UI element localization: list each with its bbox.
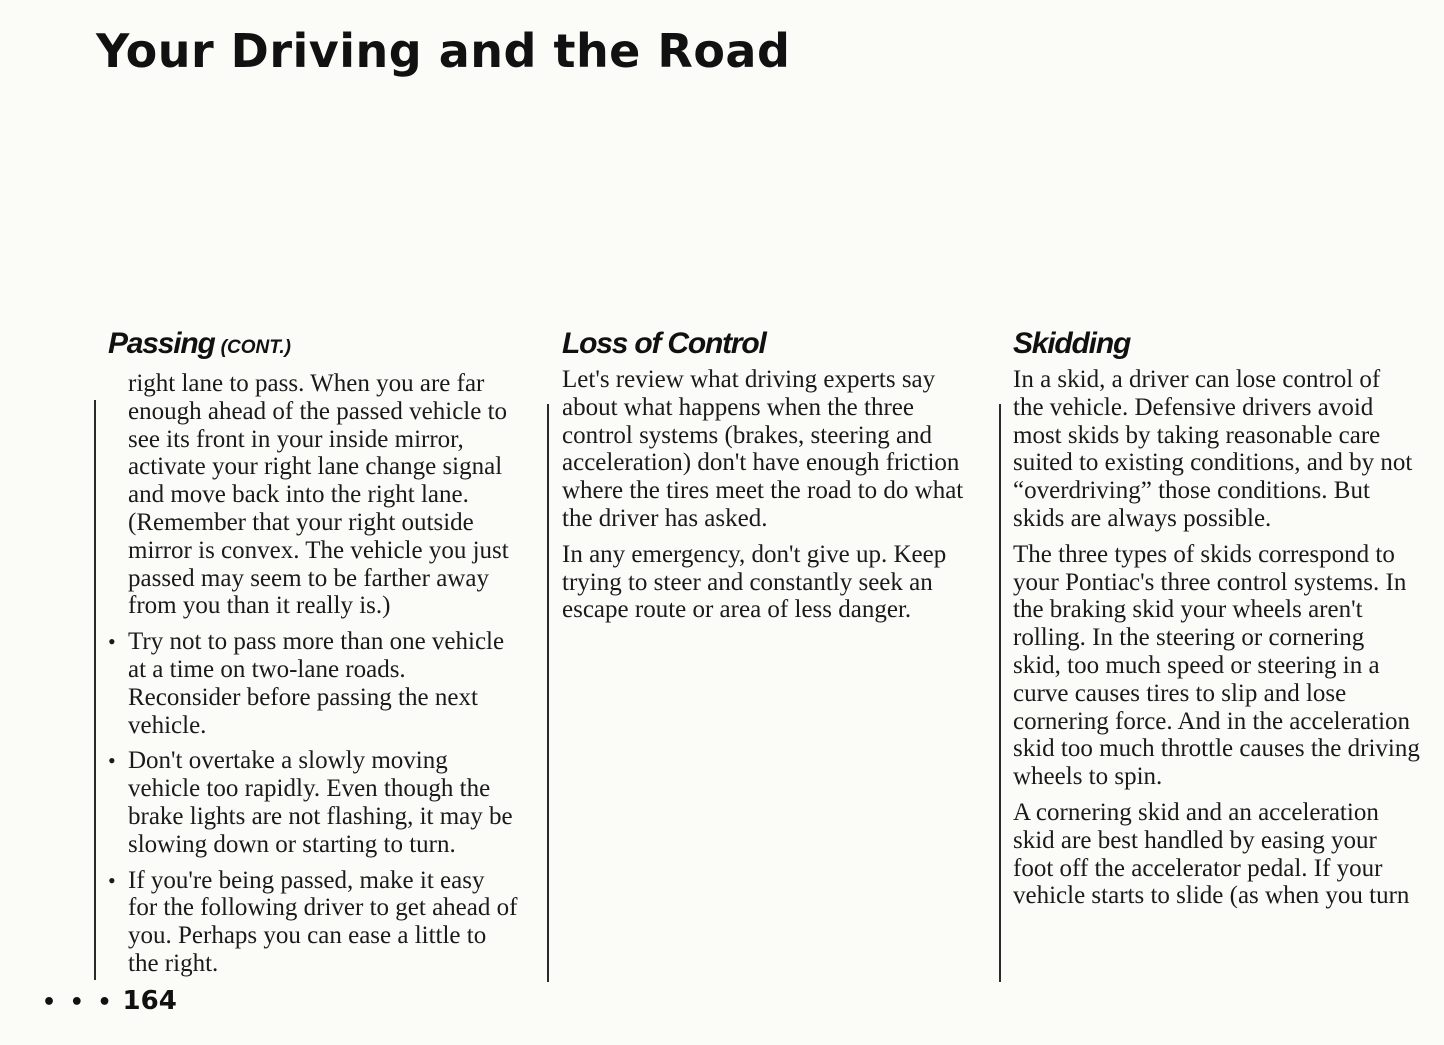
text-line: If you're being passed, make it easy: [128, 866, 485, 894]
text-line: your Pontiac's three control systems. In: [1013, 568, 1407, 596]
text-line: for the following driver to get ahead of: [128, 894, 518, 922]
text-line: trying to steer and constantly seek an: [562, 568, 933, 596]
text-line: at a time on two-lane roads.: [128, 655, 406, 683]
loss-of-control-heading: Loss of Control: [562, 327, 766, 360]
text-line: (Remember that your right outside: [128, 508, 474, 536]
text-line: vehicle.: [128, 711, 207, 739]
bullet-item: [108, 747, 540, 858]
text-line: Try not to pass more than one vehicle: [128, 628, 505, 656]
text-line: suited to existing conditions, and by not: [1013, 449, 1413, 477]
text-line: Let's review what driving experts say: [562, 366, 936, 393]
bullet-dot-icon: •: [108, 629, 116, 655]
text-line: The three types of skids correspond to: [1013, 540, 1395, 568]
skidding-heading: Skidding: [1013, 327, 1131, 360]
text-line: skid are best handled by easing your: [1013, 826, 1377, 854]
passing-heading: [108, 326, 540, 366]
text-line: and move back into the right lane.: [128, 481, 469, 509]
text-line: the braking skid your wheels aren't: [1013, 596, 1363, 624]
text-line: A cornering skid and an acceleration: [1013, 798, 1379, 826]
text-line: vehicle starts to slide (as when you turn: [1013, 882, 1410, 910]
skidding-paragraph: [1013, 366, 1437, 533]
text-line: from you than it really is.): [128, 592, 391, 620]
text-line: where the tires meet the road to do what: [562, 477, 964, 505]
text-line: most skids by taking reasonable care: [1013, 421, 1381, 449]
skidding-column: [1013, 326, 1437, 918]
text-line: the vehicle. Defensive drivers avoid: [1013, 393, 1374, 421]
bullet-dot-icon: •: [108, 867, 116, 893]
text-line: activate your right lane change signal: [128, 453, 503, 481]
text-line: In any emergency, don't give up. Keep: [562, 540, 947, 568]
text-line: about what happens when the three: [562, 393, 914, 421]
text-line: slowing down or starting to turn.: [128, 830, 456, 858]
text-line: acceleration) don't have enough friction: [562, 449, 960, 477]
text-line: mirror is convex. The vehicle you just: [128, 536, 509, 564]
loss-of-control-paragraph: [562, 366, 992, 533]
text-line: “overdriving” those conditions. But: [1013, 477, 1370, 505]
page-number-value: 164: [122, 986, 177, 1016]
text-line: see its front in your inside mirror,: [128, 425, 464, 453]
bullet-item: [108, 867, 540, 978]
text-line: the driver has asked.: [562, 504, 768, 532]
text-line: the right.: [128, 949, 219, 977]
loss-of-control-column: [562, 326, 992, 632]
skidding-paragraph: [1013, 799, 1437, 910]
page-title: Your Driving and the Road: [96, 24, 791, 78]
text-line: rolling. In the steering or cornering: [1013, 624, 1365, 652]
bullet-item: [108, 628, 540, 739]
text-line: skid too much throttle causes the driving: [1013, 735, 1420, 763]
text-line: enough ahead of the passed vehicle to: [128, 397, 508, 425]
passing-heading-suffix: (CONT.): [220, 337, 292, 358]
column-rule-left: [94, 400, 96, 980]
text-line: curve causes tires to slip and lose: [1013, 679, 1347, 707]
passing-intro-paragraph: [128, 370, 540, 620]
loss-of-control-paragraph: [562, 541, 992, 624]
skidding-paragraph: [1013, 541, 1437, 791]
page-number-dots: • • •: [42, 990, 115, 1015]
passing-column: [108, 326, 540, 986]
column-rule-middle: [547, 404, 549, 982]
text-line: you. Perhaps you can ease a little to: [128, 922, 487, 950]
text-line: cornering force. And in the acceleration: [1013, 707, 1411, 735]
text-line: Reconsider before passing the next: [128, 683, 478, 711]
text-line: escape route or area of less danger.: [562, 596, 912, 624]
passing-heading-text: Passing: [108, 327, 215, 360]
text-line: In a skid, a driver can lose control of: [1013, 366, 1381, 393]
text-line: vehicle too rapidly. Even though the: [128, 775, 491, 803]
text-line: foot off the accelerator pedal. If your: [1013, 854, 1383, 882]
column-rule-right: [999, 404, 1001, 982]
text-line: passed may seem to be farther away: [128, 564, 489, 592]
bullet-dot-icon: •: [108, 748, 116, 774]
text-line: skids are always possible.: [1013, 504, 1272, 532]
text-line: Don't overtake a slowly moving: [128, 747, 448, 775]
page-number: [42, 986, 177, 1016]
text-line: brake lights are not flashing, it may be: [128, 802, 513, 830]
text-line: control systems (brakes, steering and: [562, 421, 933, 449]
text-line: skid, too much speed or steering in a: [1013, 651, 1380, 679]
text-line: right lane to pass. When you are far: [128, 370, 485, 397]
text-line: wheels to spin.: [1013, 763, 1163, 791]
